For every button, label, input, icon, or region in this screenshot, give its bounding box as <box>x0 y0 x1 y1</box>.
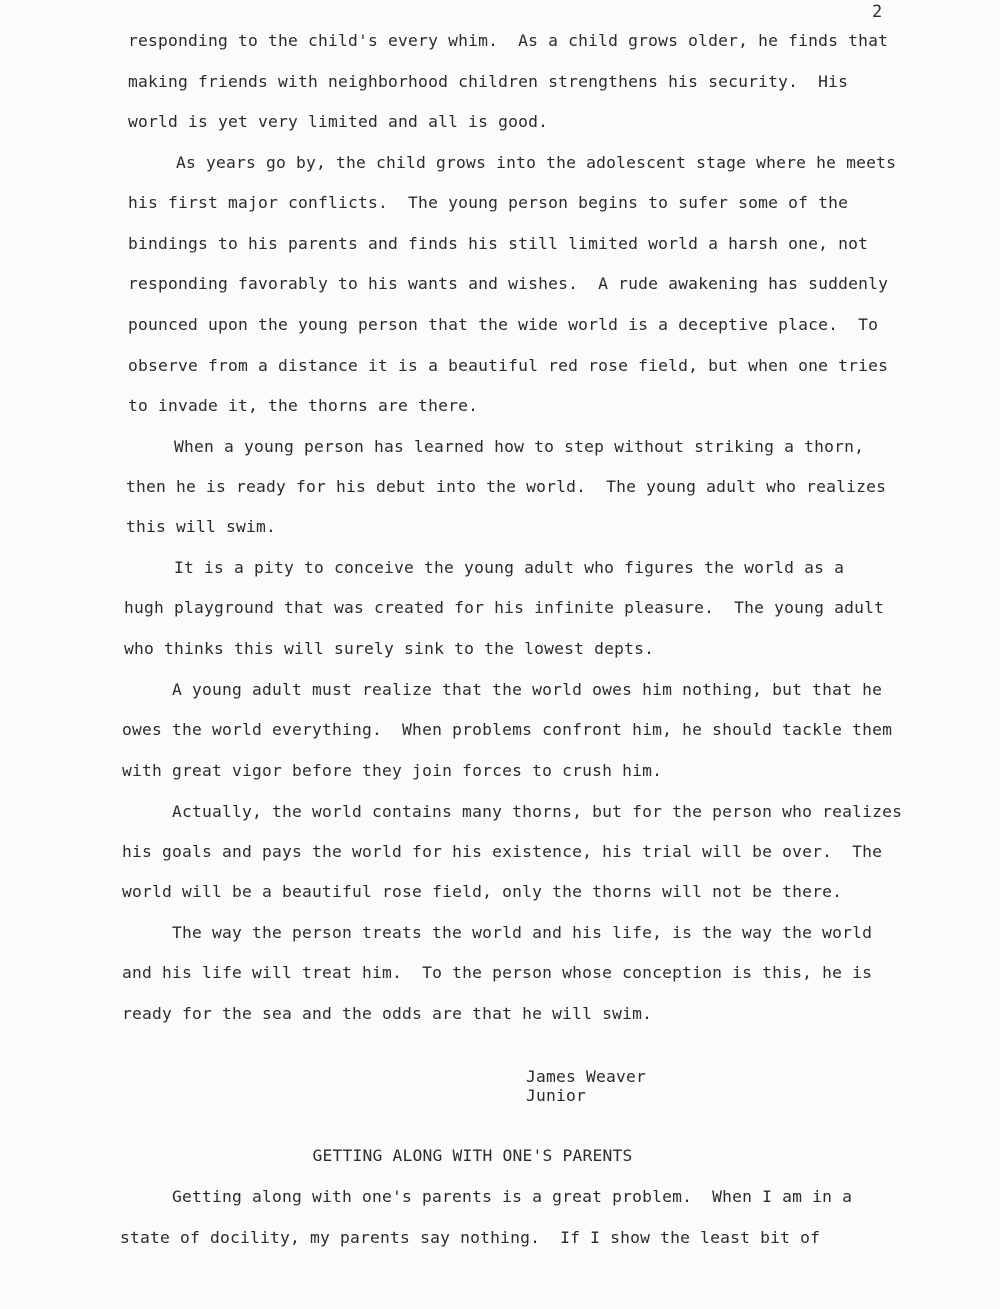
body-line: responding favorably to his wants and wishes. A rude awakening has suddenly <box>128 274 889 293</box>
body-line: who thinks this will surely sink to the lowest depts. <box>124 639 655 658</box>
body-line: world will be a beautiful rose field, only the thorns will not be there. <box>122 882 843 901</box>
body-line: making friends with neighborhood children strengthens his security. His <box>128 72 849 91</box>
body-line: pounced upon the young person that the wide world is a deceptive place. To <box>128 315 879 334</box>
next-essay-title: GETTING ALONG WITH ONE'S PARENTS <box>312 1146 633 1165</box>
body-line: ready for the sea and the odds are that he will swim. <box>122 1004 653 1023</box>
body-line: and his life will treat him. To the person whose conception is this, he is <box>122 963 873 982</box>
body-line: hugh playground that was created for his infinite pleasure. The young adult <box>124 598 885 617</box>
body-line: The way the person treats the world and his life, is the way the world <box>172 923 873 942</box>
body-line: A young adult must realize that the world owes him nothing, but that he <box>172 680 883 699</box>
page-number: 2 <box>872 2 883 22</box>
body-line: Actually, the world contains many thorns, but for the person who realizes <box>172 802 903 821</box>
body-line: his goals and pays the world for his existence, his trial will be over. The <box>122 842 883 861</box>
body-line: world is yet very limited and all is good. <box>128 112 549 131</box>
body-line: It is a pity to conceive the young adult who figures the world as a <box>174 558 845 577</box>
body-line: this will swim. <box>126 517 277 536</box>
body-line: owes the world everything. When problems confront him, he should tackle them <box>122 720 893 739</box>
body-line: observe from a distance it is a beautiful red rose field, but when one tries <box>128 356 889 375</box>
body-line: state of docility, my parents say nothing. If I show the least bit of <box>120 1228 821 1247</box>
body-line: to invade it, the thorns are there. <box>128 396 479 415</box>
body-line: When a young person has learned how to step without striking a thorn, <box>174 437 865 456</box>
body-line: with great vigor before they join forces to crush him. <box>122 761 663 780</box>
body-line: then he is ready for his debut into the world. The young adult who realizes <box>126 477 887 496</box>
body-line: bindings to his parents and finds his still limited world a harsh one, not <box>128 234 869 253</box>
author-grade: Junior <box>526 1086 587 1105</box>
author-name: James Weaver <box>526 1067 647 1086</box>
body-line: responding to the child's every whim. As a child grows older, he finds that <box>128 31 889 50</box>
body-line: As years go by, the child grows into the adolescent stage where he meets <box>176 153 897 172</box>
body-line: his first major conflicts. The young person begins to sufer some of the <box>128 193 849 212</box>
body-line: Getting along with one's parents is a great problem. When I am in a <box>172 1187 853 1206</box>
